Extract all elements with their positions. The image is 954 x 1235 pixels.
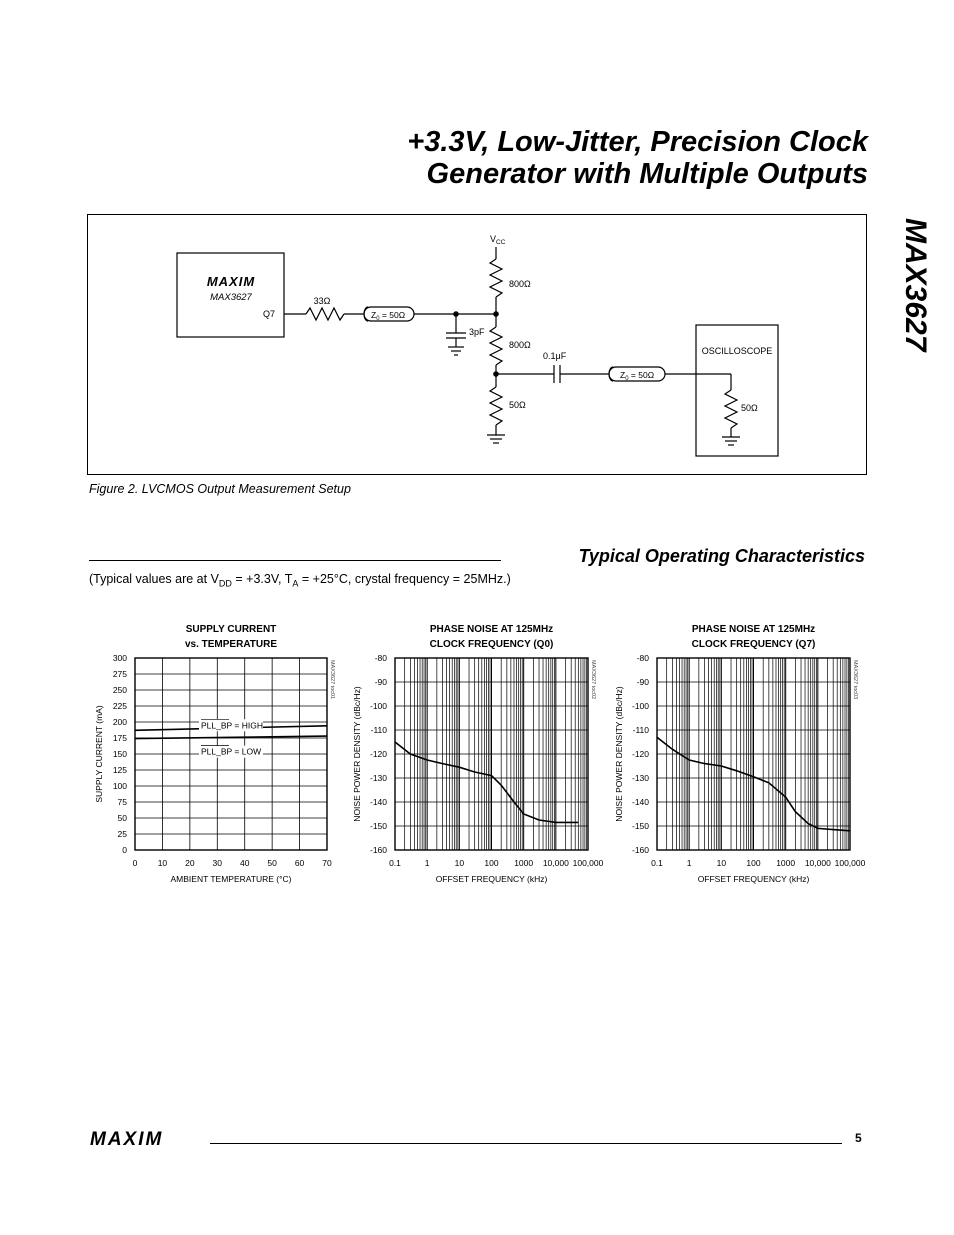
tline1-label: $Z_0 = 50\Omega$ bbox=[371, 310, 406, 322]
y-tick-label: -110 bbox=[370, 725, 387, 735]
chart-phase-noise-q7 bbox=[612, 618, 892, 893]
figure-caption: Figure 2. LVCMOS Output Measurement Setup bbox=[89, 482, 351, 496]
vcc-label: $V_{CC}$ bbox=[490, 234, 506, 246]
x-tick-label: 10 bbox=[454, 858, 465, 868]
y-tick-label: -90 bbox=[374, 677, 387, 687]
chip-label: MAX3627 bbox=[210, 292, 252, 303]
y-tick-label: -120 bbox=[631, 749, 649, 759]
resistor-50-bottom bbox=[490, 387, 502, 425]
y-tick-label: 150 bbox=[112, 749, 127, 759]
y-tick-label: -160 bbox=[631, 845, 649, 855]
footer-rule bbox=[210, 1143, 842, 1144]
y-tick-label: -100 bbox=[631, 701, 649, 711]
x-tick-label: 1 bbox=[686, 858, 692, 868]
chart-supply-current bbox=[90, 618, 370, 893]
r-bottom-label: 50Ω bbox=[509, 400, 526, 410]
cap-load-label: 3pF bbox=[469, 327, 485, 337]
y-tick-label: -90 bbox=[636, 677, 649, 687]
x-tick-label: 0 bbox=[132, 858, 138, 868]
y-axis-label: NOISE POWER DENSITY (dBc/Hz) bbox=[352, 686, 362, 822]
pin-label: Q7 bbox=[262, 309, 276, 319]
y-tick-label: -100 bbox=[369, 701, 387, 711]
y-axis-label: SUPPLY CURRENT (mA) bbox=[94, 705, 104, 803]
resistor-50-scope bbox=[725, 390, 737, 428]
y-tick-label: -80 bbox=[636, 653, 649, 663]
y-tick-label: 200 bbox=[112, 717, 127, 727]
y-axis-label: NOISE POWER DENSITY (dBc/Hz) bbox=[614, 686, 624, 822]
chart-title-line2: CLOCK FREQUENCY (Q0) bbox=[429, 639, 554, 650]
x-tick-label: 100 bbox=[484, 858, 499, 868]
y-tick-label: 125 bbox=[112, 765, 127, 775]
x-tick-label: 1 bbox=[424, 858, 430, 868]
section-rule bbox=[89, 560, 501, 561]
chart-phase-noise-q0 bbox=[350, 618, 630, 893]
x-tick-label: 40 bbox=[239, 858, 250, 868]
y-tick-label: -130 bbox=[369, 773, 387, 783]
y-tick-label: 175 bbox=[112, 733, 127, 743]
document-title bbox=[407, 126, 868, 190]
x-tick-label: 0.1 bbox=[651, 858, 663, 868]
chart-title-line2: CLOCK FREQUENCY (Q7) bbox=[691, 639, 816, 650]
y-tick-label: -160 bbox=[369, 845, 387, 855]
x-tick-label: 50 bbox=[267, 858, 277, 868]
title-line-1: +3.3V, Low-Jitter, Precision Clock bbox=[407, 126, 868, 158]
x-tick-label: 100,000 bbox=[572, 858, 604, 868]
x-tick-label: 70 bbox=[322, 858, 332, 868]
chart-title-line1: PHASE NOISE AT 125MHz bbox=[691, 624, 816, 635]
chart-title-line1: SUPPLY CURRENT bbox=[185, 624, 277, 635]
chart-title-line1: PHASE NOISE AT 125MHz bbox=[429, 624, 554, 635]
series-label: PLL_BP = HIGH bbox=[201, 720, 263, 731]
schematic bbox=[88, 215, 866, 474]
series-label: PLL_BP = LOW bbox=[201, 746, 262, 757]
x-tick-label: 10,000 bbox=[804, 858, 831, 868]
footer-brand-logo bbox=[90, 1129, 200, 1150]
scope-r-label: 50Ω bbox=[741, 403, 758, 413]
chart-title-line2: vs. TEMPERATURE bbox=[184, 639, 278, 650]
x-tick-label: 100 bbox=[746, 858, 761, 868]
y-tick-label: -120 bbox=[369, 749, 387, 759]
y-tick-label: -140 bbox=[631, 797, 649, 807]
y-tick-label: 25 bbox=[117, 829, 127, 839]
x-tick-label: 1000 bbox=[776, 858, 796, 868]
x-tick-label: 10,000 bbox=[542, 858, 569, 868]
chart-code-label: MAX3627 toc03 bbox=[852, 660, 858, 700]
side-part-number-text: MAX3627 bbox=[899, 218, 932, 352]
scope-label: OSCILLOSCOPE bbox=[701, 346, 773, 356]
y-tick-label: -110 bbox=[632, 725, 649, 735]
chart-code-label: MAX3627 toc01 bbox=[329, 660, 335, 700]
footer-brand-text: MAXIM bbox=[90, 1129, 164, 1150]
x-tick-label: 100,000 bbox=[834, 858, 866, 868]
x-tick-label: 10 bbox=[157, 858, 168, 868]
page-number: 5 bbox=[855, 1131, 862, 1145]
x-axis-label: AMBIENT TEMPERATURE (°C) bbox=[170, 874, 292, 884]
y-tick-label: 0 bbox=[122, 845, 127, 855]
cap-coupling-label: 0.1μF bbox=[543, 351, 567, 361]
r-series-label: 33Ω bbox=[313, 296, 331, 306]
y-tick-label: -80 bbox=[374, 653, 387, 663]
y-tick-label: -150 bbox=[631, 821, 649, 831]
oscilloscope-box bbox=[696, 325, 778, 456]
section-title: Typical Operating Characteristics bbox=[578, 546, 865, 566]
x-tick-label: 20 bbox=[185, 858, 195, 868]
y-tick-label: -150 bbox=[369, 821, 387, 831]
y-tick-label: 275 bbox=[112, 669, 127, 679]
y-tick-label: -130 bbox=[631, 773, 649, 783]
tline2-label: $Z_0 = 50\Omega$ bbox=[620, 370, 655, 382]
y-tick-label: 50 bbox=[117, 813, 127, 823]
x-tick-label: 1000 bbox=[514, 858, 534, 868]
y-tick-label: 225 bbox=[112, 701, 127, 711]
chip-brand-logo: MAXIM bbox=[206, 274, 256, 289]
x-tick-label: 10 bbox=[716, 858, 727, 868]
chart-code-label: MAX3627 toc02 bbox=[590, 660, 596, 700]
resistor-800-top bbox=[490, 259, 502, 297]
x-axis-label: OFFSET FREQUENCY (kHz) bbox=[435, 874, 548, 884]
r-mid-label: 800Ω bbox=[509, 340, 531, 350]
y-tick-label: 100 bbox=[112, 781, 127, 791]
y-tick-label: 75 bbox=[117, 797, 127, 807]
x-tick-label: 60 bbox=[294, 858, 305, 868]
y-tick-label: -140 bbox=[369, 797, 387, 807]
r-top-label: 800Ω bbox=[509, 279, 531, 289]
resistor-33 bbox=[306, 308, 344, 320]
figure-measurement-setup bbox=[87, 214, 867, 475]
title-line-2: Generator with Multiple Outputs bbox=[426, 158, 868, 190]
resistor-800-mid bbox=[490, 327, 502, 365]
x-tick-label: 0.1 bbox=[389, 858, 401, 868]
y-tick-label: 300 bbox=[112, 653, 127, 663]
section-subtitle: (Typical values are at $V_{DD} = +3.3V$, $T_A = +25^\circ C$, crystal frequency = 25MHz.) bbox=[89, 572, 511, 589]
x-axis-label: OFFSET FREQUENCY (kHz) bbox=[697, 874, 810, 884]
y-tick-label: 250 bbox=[112, 685, 127, 695]
x-tick-label: 30 bbox=[212, 858, 223, 868]
